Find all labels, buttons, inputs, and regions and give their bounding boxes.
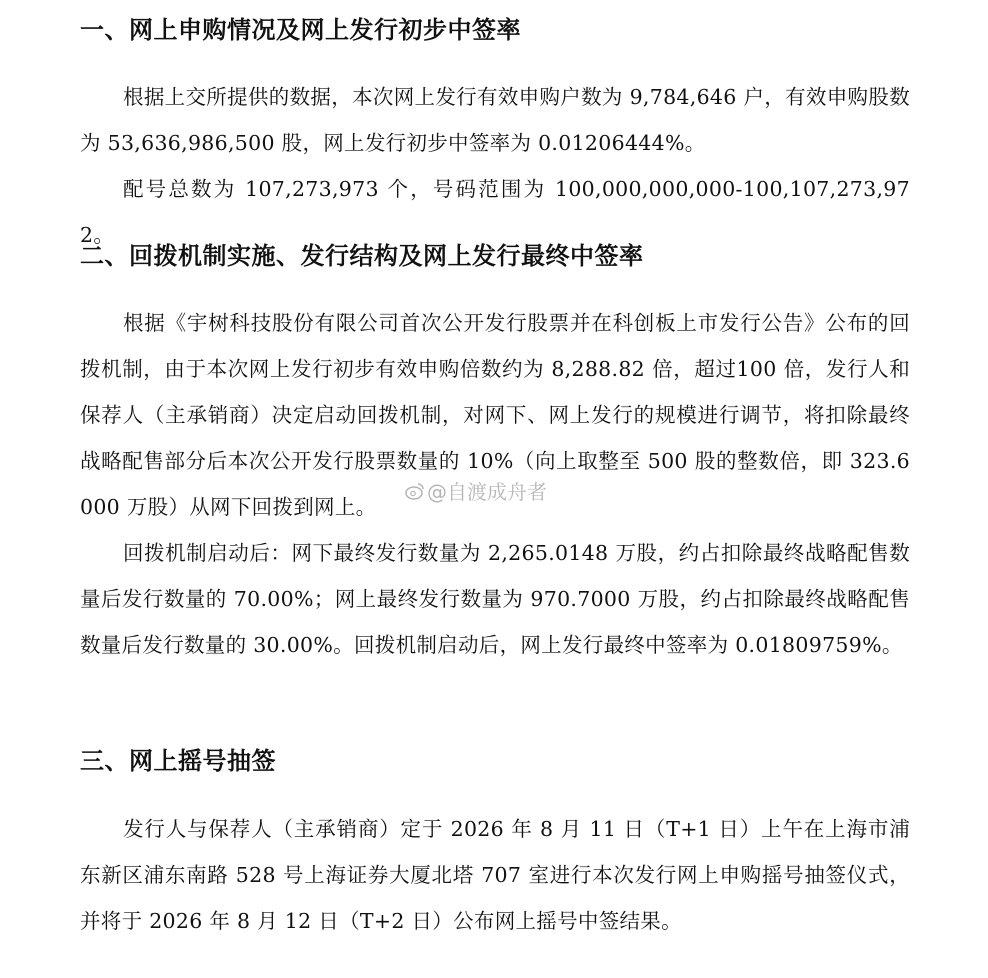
section-3-heading: 三、网上摇号抽签 (80, 747, 276, 775)
section-2-heading: 二、回拨机制实施、发行结构及网上发行最终中签率 (80, 242, 644, 270)
section-2-paragraph-2: 回拨机制启动后：网下最终发行数量为 2,265.0148 万股，约占扣除最终战略配售数量后发行数量的 70.00%；网上最终发行数量为 970.7000 万股，约占扣除最终战略配售数量后发行数量的 30.00%。回拨机制启动后，网上发行最终中签率为 0.01809759%。 (80, 541, 910, 657)
section-1-heading: 一、网上申购情况及网上发行初步中签率 (80, 16, 521, 44)
section-3-paragraph-1: 发行人与保荐人（主承销商）定于 2026 年 8 月 11 日（T+1 日）上午在上海市浦东新区浦东南路 528 号上海证券大厦北塔 707 室进行本次发行网上申购摇号抽签仪式，并将于 2026 年 8 月 12 日（T+2 日）公布网上摇号中签结果。 (80, 817, 910, 933)
section-1-paragraph-1: 根据上交所提供的数据，本次网上发行有效申购户数为 9,784,646 户，有效申购股数为 53,636,986,500 股，网上发行初步中签率为 0.01206444%。 (80, 85, 910, 155)
watermark (405, 476, 547, 505)
section-1-paragraph-2: 配号总数为 107,273,973 个，号码范围为 100,000,000,000-100,107,273,972。 (80, 177, 910, 247)
section-2-paragraph-1: 根据《宇树科技股份有限公司首次公开发行股票并在科创板上市发行公告》公布的回拨机制，由于本次网上发行初步有效申购倍数约为 8,288.82 倍，超过100 倍，发行人和保荐人（主承销商）决定启动回拨机制，对网下、网上发行的规模进行调节，将扣除最终战略配售部分后本次公开发行股票数量的 10%（向上取整至 500 股的整数倍，即 323.6000 万股）从网下回拨到网上。 (80, 311, 910, 519)
watermark-text: @自渡成舟者 (427, 480, 547, 504)
weibo-icon (405, 481, 425, 501)
